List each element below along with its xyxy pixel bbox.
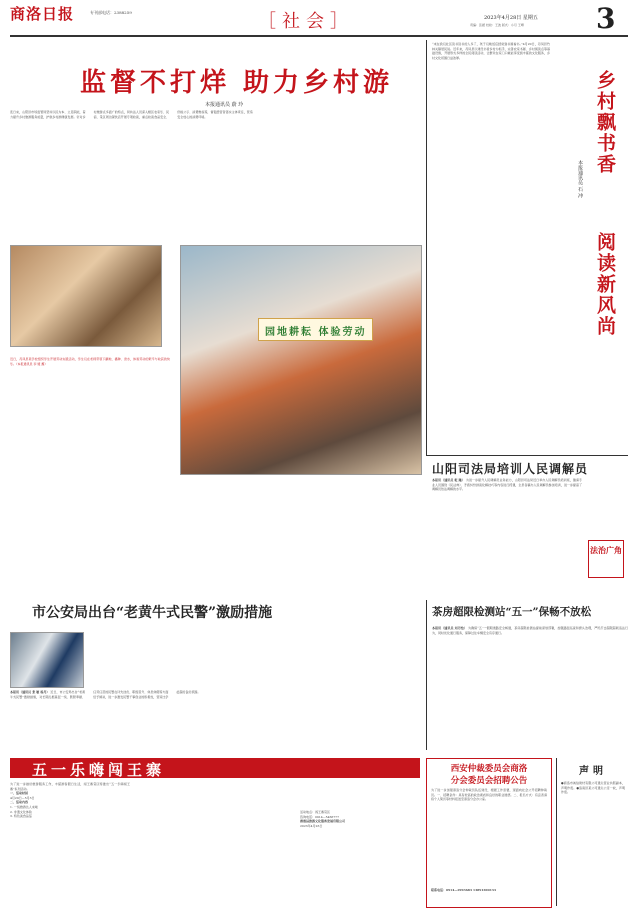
wuyi-intro-text: 为了进一步做好旅游服务工作，丰富游客假日生活，闯王寨景区特推出“五一乐嗨闯王寨”系列活动。 xyxy=(10,782,130,791)
wuyi-item-1: 一、活动时间 xyxy=(10,791,29,796)
editors-line: 责编：张媛 校检：王波 版式：小月 王晴 xyxy=(470,23,524,27)
wuyi-item-5: 2. 非遗文化体验 xyxy=(10,809,32,814)
wuyi-intro xyxy=(10,782,130,902)
court-body-text: 为进一步提升人民调解员业务能力，山阳县司法局近日举办人民调解员培训班，邀请专业人员围绕《民法典》、矛盾纠纷排查化解技巧等内容进行授课，全县各镇办人民调解员参加培训，进一步提高了调解员依法调解的水平。 xyxy=(432,478,582,492)
notice-body: ●商洛市诚信建材有限公司遗失营业执照副本，声明作废。●洛南县某公司遗失公章一枚，声明作废。 xyxy=(561,781,625,795)
court-body xyxy=(432,478,582,578)
masthead-sub-line: 专刊部电话：2388259 xyxy=(90,10,132,15)
police-byline: 本报讯（通讯员 张 敏 杨丹） xyxy=(10,690,50,694)
side-feature-byline: 本报通讯员 石 冲 xyxy=(577,160,583,199)
tea-body xyxy=(432,626,628,746)
wuyi-contact-2: 咨询电话：0914—5466777 xyxy=(300,814,339,819)
labor-photo-top xyxy=(10,245,162,347)
court-headline: 山阳司法局培训人民调解员 xyxy=(432,462,589,476)
wuyi-contact xyxy=(300,810,420,905)
tea-left-rule xyxy=(426,600,427,750)
court-top-rule xyxy=(426,455,628,456)
court-tag xyxy=(588,540,624,578)
masthead xyxy=(0,0,638,38)
lead-byline: 本报通讯员 蔚 玲 xyxy=(205,102,244,108)
police-photo xyxy=(10,632,84,688)
page-number: 3 xyxy=(596,2,616,35)
lead-body-text: 连日来，山阳县市场监管局坚持以民为本、立足职能，着力提升乡村旅游服务质量，护航乡村游健康发展。针对乡村旅游点多面广的特点，局执法人员深入辖区农家乐、民宿、景区周边餐饮店开展专项检查，重点检查食品安全、价格公示、消费维权等，督促经营者落实主体责任，营造安全放心的消费环境。 xyxy=(10,110,253,119)
recruit-title: 西安仲裁委员会商洛 xyxy=(450,764,528,774)
date-line: 2023年4月28日 星期五 xyxy=(484,15,538,21)
lead-headline: 监督不打烊 助力乡村游 xyxy=(80,68,394,98)
wuyi-item-4: 1. 一线旅游达人来啦 xyxy=(10,804,38,809)
lead-body xyxy=(10,110,420,240)
police-headline: 市公安局出台“老黄牛式民警”激励措施 xyxy=(32,605,273,621)
notice-box xyxy=(556,758,629,906)
masthead-rule xyxy=(10,35,628,37)
police-body xyxy=(10,690,418,750)
labor-photo-title xyxy=(258,318,373,341)
recruit-subtitle: 分会委员会招聘公告 xyxy=(450,776,528,786)
wuyi-contact-3: 商南县旅游文化服务发展有限公司 xyxy=(300,819,346,824)
tea-body-text: 为确保“五一”假期道路安全畅通，茶房超限检测站提前谋划部署，加强路面巡查和源头治理，严厉打击超限超载违法行为，同时优化通行服务，保障过往车辆安全有序通行。 xyxy=(432,626,628,635)
masthead-logo: 商洛日报 xyxy=(10,5,75,23)
recruit-body: 为了进一步加强商洛分会仲裁员队伍建设，根据工作需要，现面向社会公开招聘仲裁员。一、招聘条件：具有较高的政治素质和良好的职业道德。二、报名方式：有意者请将个人简历等材料报送至商洛分会办公室。 xyxy=(431,788,547,802)
side-feature-title-1: 乡村飘书香 xyxy=(594,70,616,175)
column-divider-right xyxy=(426,40,427,455)
wuyi-banner xyxy=(10,758,420,778)
recruit-ad xyxy=(426,758,552,908)
labor-photo-main xyxy=(180,245,422,475)
wuyi-item-2: 4月29日—5月3日 xyxy=(10,795,35,800)
labor-caption xyxy=(10,357,170,477)
tea-headline: 茶房超限检测站“五一”保畅不放松 xyxy=(432,606,592,618)
side-feature-body-text: “来在我们社区读书读书的人多了，孩子们晚饭后经常到书屋看书。”4月20日，丹凤县竹林关镇居民说。近年来，丹凤县以建设书香乡村为抓手，完善农家书屋、乡村阅读点等基础设施，开展形式多样的全民阅读活动，让群众在家门口就能享受到丰富的文化服务，乡村文化氛围日益浓厚。 xyxy=(432,42,550,60)
section-title: ［社会］ xyxy=(258,11,354,32)
court-byline: 本报讯（通讯员 乾 隆） xyxy=(432,478,465,482)
wuyi-contact-1: 活动地点：闯王寨景区 xyxy=(300,810,331,814)
wuyi-banner-text: 五一乐嗨闯王寨 xyxy=(32,761,166,779)
labor-photo-title-text: 园地耕耘 体验劳动 xyxy=(265,327,367,338)
wuyi-item-6: 3. 特色美食品鉴 xyxy=(10,814,32,819)
court-tag-text: 法治广角 xyxy=(590,545,622,555)
tea-byline: 本报讯（通讯员 刘丹怡） xyxy=(432,626,467,630)
wuyi-item-3: 二、活动内容 xyxy=(10,800,29,805)
side-feature-body xyxy=(432,42,550,422)
side-feature-title-2: 阅读新风尚 xyxy=(594,232,616,337)
police-body-copy: 近日，市公安局出台“老黄牛式民警”激励措施，对长期扎根基层一线、默默奉献、任劳任怨的民警在评先选优、职级晋升、休息休假等方面给予倾斜，进一步激发民警干事创业的积极性，营造比学赶超的良好氛围。 xyxy=(10,690,201,699)
recruit-contact: 联系电话：0914—2993683 13891690133 xyxy=(431,888,496,892)
notice-title: 声明 xyxy=(579,766,607,777)
police-body-text xyxy=(10,690,252,699)
labor-caption-text: 近日，丹凤县某学校组织学生开展劳动实践活动，学生们在老师带领下翻地、播种、浇水，体验劳动的艰辛与收获的快乐。（本报通讯员 李 娅 摄） xyxy=(10,357,170,366)
wuyi-contact-4: 2023年4月26日 xyxy=(300,823,323,828)
